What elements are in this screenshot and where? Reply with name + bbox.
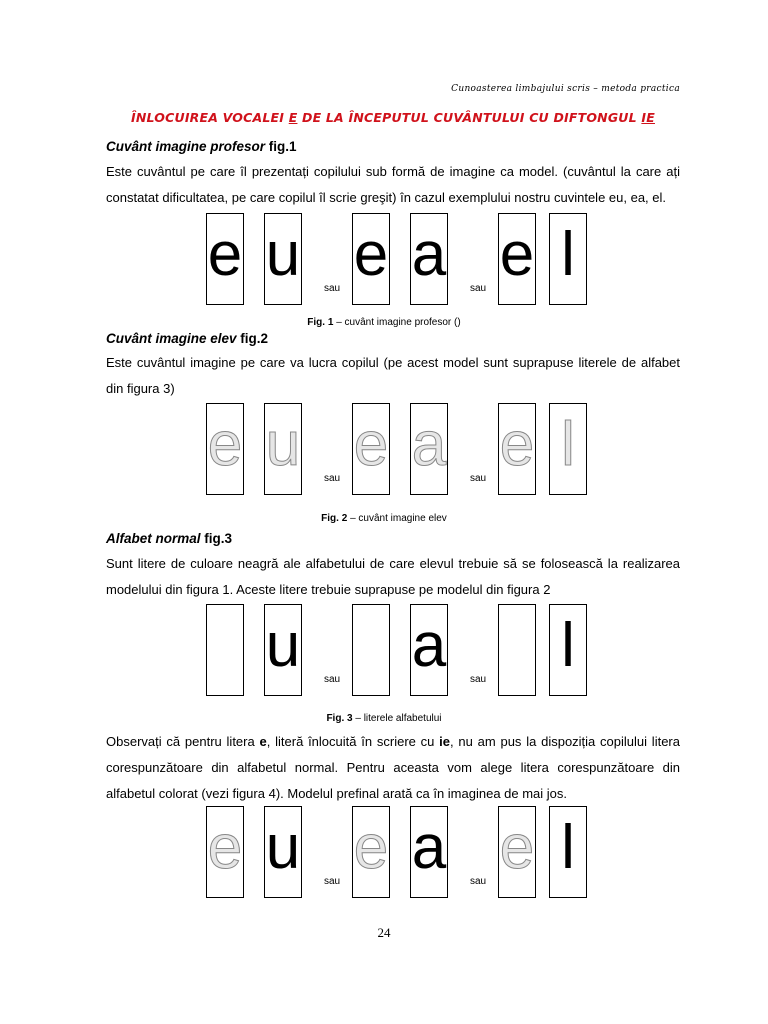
letter-box xyxy=(352,604,390,696)
sau-label: sau xyxy=(470,473,487,484)
letter-box xyxy=(206,403,244,495)
paragraph-fig1: Este cuvântul pe care îl prezentați copilului sub formă de imagine ca model. (cuvântul la care ați constatat dificultatea, pe care copilul îl scrie greşit) în cazul exemplului nostru cuvintele eu, ea, el. xyxy=(106,164,680,205)
heading-fig2 xyxy=(106,331,268,346)
letter-box xyxy=(410,213,448,305)
observation-letter-e: e xyxy=(259,734,267,749)
sau-label: sau xyxy=(470,283,487,294)
heading-fig3 xyxy=(106,531,232,546)
title-part1: ÎNLOCUIREA VOCALEI xyxy=(131,110,289,125)
sau-label: sau xyxy=(324,283,341,294)
letter-box xyxy=(498,213,536,305)
caption-fig3 xyxy=(0,713,768,724)
observation-text-a: Observați că pentru litera xyxy=(106,734,260,749)
letter: e xyxy=(499,220,535,289)
sau-label: sau xyxy=(470,674,487,685)
heading-fig2-italic: Cuvânt imagine elev xyxy=(106,331,237,346)
caption-fig1-text: – cuvânt imagine profesor () xyxy=(333,317,461,328)
letter-box xyxy=(498,604,536,696)
caption-fig2-text: – cuvânt imagine elev xyxy=(347,513,447,524)
letter-box xyxy=(352,806,390,898)
observation-diphthong-ie: ie xyxy=(439,734,451,749)
caption-fig2 xyxy=(0,513,768,524)
letter: u xyxy=(265,220,301,289)
sau-label: sau xyxy=(324,674,341,685)
paragraph-fig2: Este cuvântul imagine pe care va lucra copilul (pe acest model sunt suprapuse literele de alfabet din figura 3) xyxy=(106,355,680,396)
letter-box xyxy=(410,806,448,898)
letter-box xyxy=(498,403,536,495)
letter: l xyxy=(561,813,575,882)
letter: e xyxy=(499,813,535,882)
letter-box xyxy=(549,213,587,305)
letter-box xyxy=(264,213,302,305)
letter-box xyxy=(549,403,587,495)
title-part2: DE LA ÎNCEPUTUL CUVÂNTULUI CU DIFTONGUL xyxy=(297,110,642,125)
letter: a xyxy=(411,813,447,882)
letter: u xyxy=(265,611,301,680)
caption-fig1 xyxy=(0,317,768,328)
letter-box xyxy=(549,806,587,898)
observation-text-b: , literă înlocuită în scriere cu xyxy=(266,734,440,749)
running-header: Cunoasterea limbajului scris – metoda practica xyxy=(451,84,680,94)
letter: u xyxy=(265,813,301,882)
page-title xyxy=(106,110,680,125)
sau-label: sau xyxy=(324,876,341,887)
paragraph-fig3: Sunt litere de culoare neagră ale alfabetului de care elevul trebuie să se folosească la realizarea modelului din figura 1. Aceste litere trebuie suprapuse pe modelul din figura 2 xyxy=(106,556,680,597)
letter: l xyxy=(561,410,575,479)
heading-fig1-bold: fig.1 xyxy=(265,139,297,154)
heading-fig2-bold: fig.2 xyxy=(236,331,269,346)
letter: l xyxy=(561,611,575,680)
heading-fig1 xyxy=(106,139,297,154)
sau-label: sau xyxy=(324,473,341,484)
letter-box xyxy=(264,806,302,898)
caption-fig2-label: Fig. 2 xyxy=(321,513,348,524)
letter: e xyxy=(207,813,243,882)
letter-box xyxy=(264,604,302,696)
page-number: 24 xyxy=(377,925,391,940)
observation-text-c: , nu am pus la dispoziția copilului litera corespunzătoare din alfabetul normal. Pentru aceasta vom alege litera corespunzătoare din alfabetul colorat (vezi figura 4). Modelul prefinal arată ca în imaginea de mai jos. xyxy=(106,734,680,801)
letter-box xyxy=(410,604,448,696)
title-e: E xyxy=(288,110,298,125)
letter: e xyxy=(353,813,389,882)
heading-fig1-italic: Cuvânt imagine profesor xyxy=(106,139,266,154)
letter-box xyxy=(206,806,244,898)
letter: e xyxy=(499,410,535,479)
letter-box xyxy=(549,604,587,696)
letter-box xyxy=(206,213,244,305)
heading-fig3-bold: fig.3 xyxy=(200,531,233,546)
letter: e xyxy=(353,220,389,289)
caption-fig3-text: – literele alfabetului xyxy=(352,713,442,724)
letter: e xyxy=(353,410,389,479)
letter: e xyxy=(207,220,243,289)
letter-box xyxy=(352,403,390,495)
heading-fig3-italic: Alfabet normal xyxy=(106,531,201,546)
letter: a xyxy=(411,220,447,289)
letter-box xyxy=(410,403,448,495)
caption-fig1-label: Fig. 1 xyxy=(307,317,334,328)
caption-fig3-label: Fig. 3 xyxy=(326,713,353,724)
letter: l xyxy=(561,220,575,289)
letter: a xyxy=(411,410,447,479)
letter: a xyxy=(411,611,447,680)
letter-box xyxy=(206,604,244,696)
sau-label: sau xyxy=(470,876,487,887)
title-ie: IE xyxy=(641,110,655,125)
letter-box xyxy=(264,403,302,495)
letter: u xyxy=(265,410,301,479)
letter: e xyxy=(207,410,243,479)
letter-box xyxy=(498,806,536,898)
paragraph-observation xyxy=(106,729,680,807)
letter-box xyxy=(352,213,390,305)
